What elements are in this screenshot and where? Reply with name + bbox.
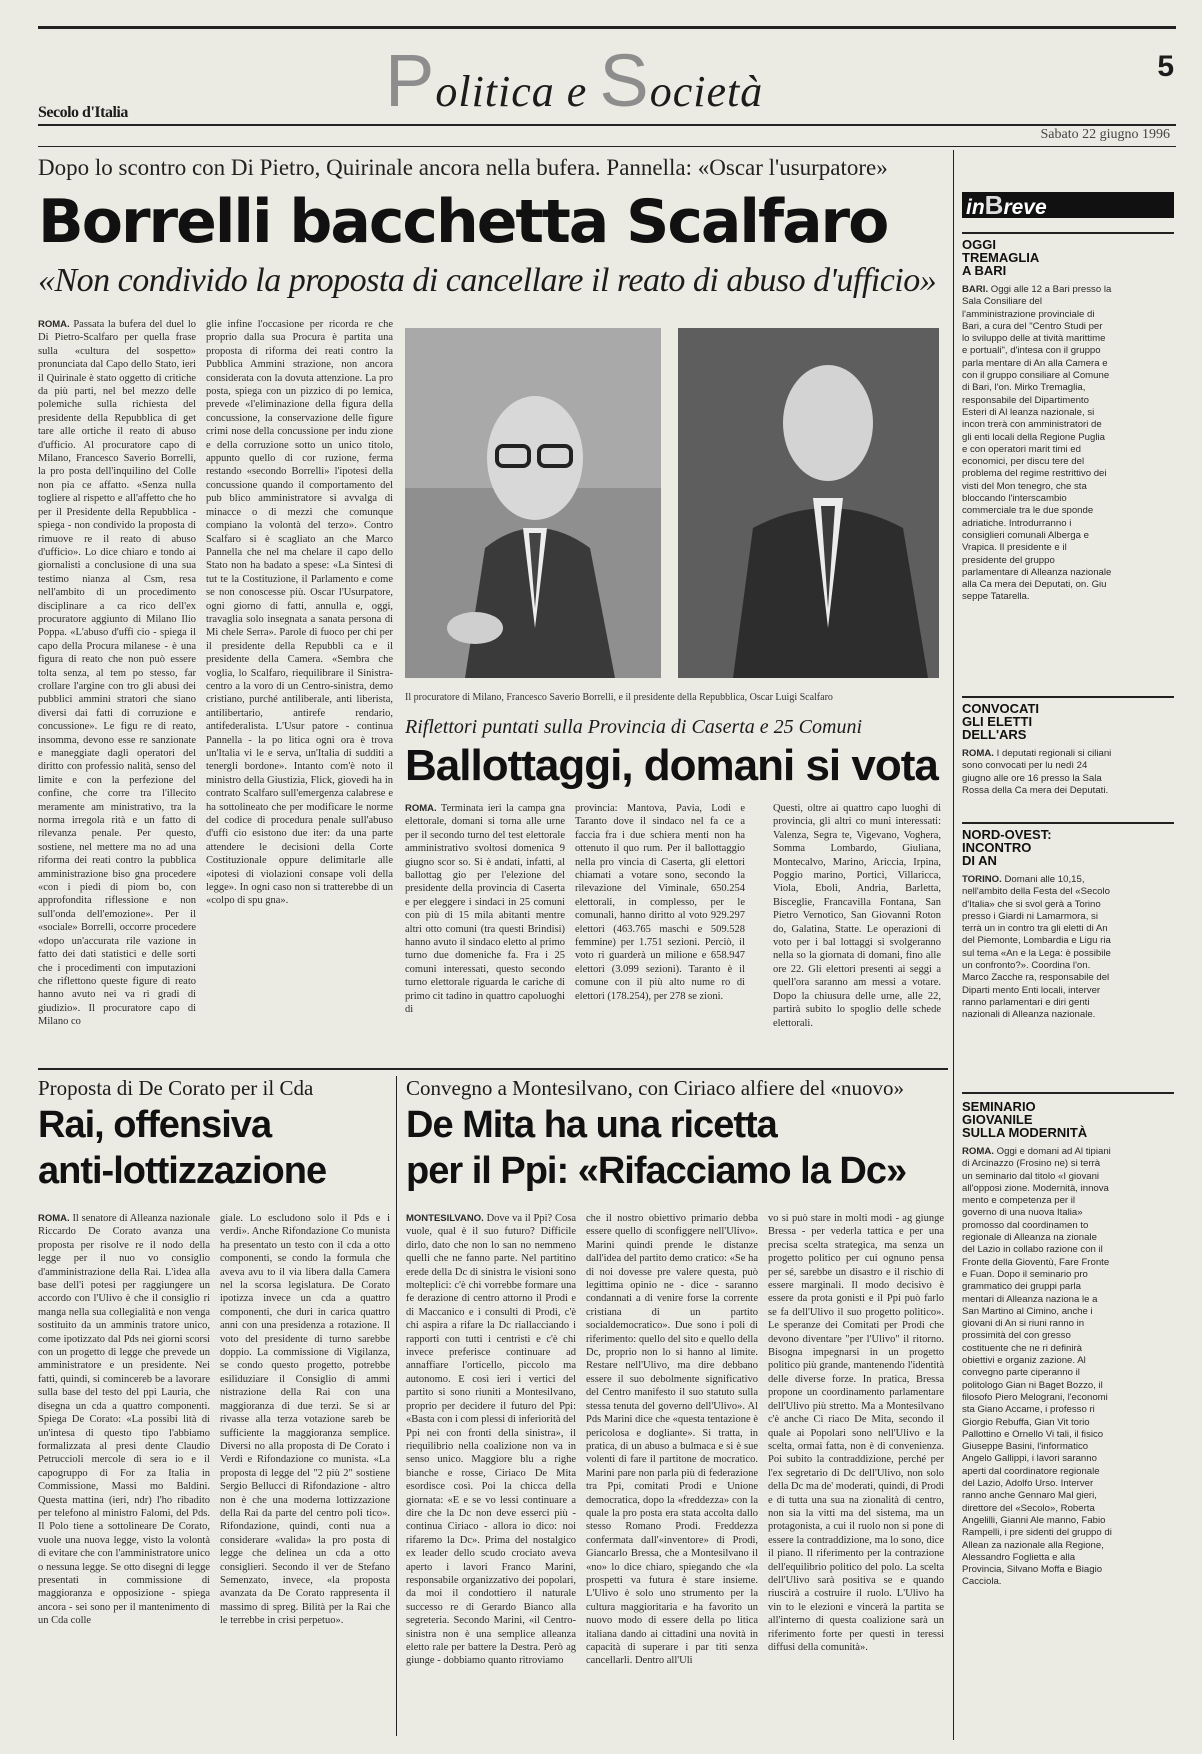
brevi-item-2-text bbox=[962, 748, 1112, 806]
brevi-1-title-line-1: OGGI bbox=[962, 237, 996, 252]
demita-text-1: Dove va il Ppi? Cosa vuole, qual è il suo futuro? Difficile dirlo, dato che non lo san no nemmeno quelli che ne fanno parte. Nel partitino erede della Dc di sinistra le visioni sono molteplici: c'è chi vorrebbe formare una fe derazione di centro attorno il Prodi e di Maccanico e i consulti di Prodi, c'è chi aspira a rifare la Dc riallacciando i rapporti con tutti i centristi e c'è chi invece preferisce continuare ad annaffiare l'orticello, piccolo ma autonomo. E così ieri i vertici del partito si sono riuniti a Montesilvano, proprio per decidere il futuro del Ppi: «Basta con i com plessi di inferiorità del Ppi nei con fronti della sinistra», il riequilibrio nella coalizione non va in senso unico. Maggiore blu a righe bianche e rosse, Ciriaco De Mita esordisce così. Poi la chicca della giornata: «E e se vo lessi continuare a dire che la Dc non deve esserci più - continua Ciriaco - allora io dico: noi rifaremo la Dc». Prima del nostalgico ex leader dello scudo crociato aveva aperto i lavori Franco Marini, responsabile organizzativo dei popolari, da moi il condottiero il naturale successo re di Gerardo Bianco alla segreteria. Secondo Marini, «il Centro-sinistra non è una semplice alleanza eletto rale per battere la Destra. Però ag giunge - dobbiamo quanto ritroviamo bbox=[406, 1213, 576, 1667]
photo-scalfaro bbox=[678, 328, 939, 678]
brevi-3-body: Domani alle 10,15, nell'ambito della Festa del «Secolo d'Italia» che si svol gerà a Torino presso i Giardi ni Lamarmora, si terrà un in contro tra gli eletti di An del Piemonte, Lombardia e Ligu ria sul tema «An e la Lega: è possibile un confronto?». Coordina l'on. Marco Zacche ra, responsabile del Diparti mento Enti locali, interver ranno parlamentari e diri genti nazionali di Alleanza nazionale. bbox=[962, 874, 1111, 1021]
brevi-item-3-title bbox=[962, 828, 1174, 867]
section-title bbox=[385, 38, 905, 122]
brevi-2-title-line-3: DELL'ARS bbox=[962, 727, 1027, 742]
scalfaro-portrait-image bbox=[678, 328, 939, 678]
brevi-4-body: Oggi e domani ad Al tipiani di Arcinazzo (Frosino ne) si terrà un seminario dal titolo «I giovani all'opposi zione. Modernità, innova mento e competenza per il governo di una nuova Italia» promosso dal coordinamen to regionale di Alleanza na zionale del Lazio in collabo razione con il Fronte della Gioventù, Fare Fronte e Fuan. Dopo il seminario pro grammatico dei gruppi parla mentari di Alleanza naziona le a San Martino al Cimino, anche i giovani di An si riuni ranno in prossimità del con gresso costituente che ne ri definirà obiettivi e organiz zazione. Al convegno parte ciperanno il politologo Gian ni Baget Bozzo, il filosofo Piero Melograni, l'economi sta Giano Accame, i professo ri Giorgio Rebuffa, Gian Vit torio Pallottino e Ornello Vi tali, il fisico Giuseppe Basini, l'informatico Angelo Gallippi, i lavori saranno aperti dal coordinatore regionale del Lazio, Adolfo Urso. Interver ranno anche Gennaro Mal gieri, direttore del «Secolo», Roberta Angelilli, Gianni Ale manno, Fabio Rampelli, i pre sidenti del gruppo di Allean za nazionale alla Regione, Alessandro Foglietta e alla Provincia, Silvano Moffa e Biagio Cacciola. bbox=[962, 1146, 1112, 1588]
lead-subheadline: «Non condivido la proposta di cancellare il reato di abuso d'ufficio» bbox=[38, 262, 937, 299]
section-word-2: ocietà bbox=[649, 67, 764, 116]
demita-headline-line-1: De Mita ha una ricetta bbox=[406, 1104, 777, 1146]
lead-column-1 bbox=[38, 318, 196, 1050]
section-initial-s: S bbox=[599, 39, 650, 122]
top-rule bbox=[38, 26, 1176, 29]
demita-column-2 bbox=[586, 1212, 758, 1742]
in-breve-header bbox=[962, 192, 1174, 218]
brevi-3-title-line-3: DI AN bbox=[962, 853, 997, 868]
header-rule bbox=[38, 124, 1176, 126]
brevi-item-1-title bbox=[962, 238, 1174, 277]
in-breve-initial: B bbox=[984, 190, 1004, 220]
brevi-1-title-line-2: TREMAGLIA bbox=[962, 250, 1040, 265]
brevi-item-rule-3 bbox=[962, 822, 1174, 824]
ballottaggi-column-3 bbox=[773, 802, 941, 1050]
brevi-4-dateline: ROMA. bbox=[962, 1146, 994, 1157]
ballottaggi-column-1 bbox=[405, 802, 565, 1050]
brevi-item-rule-1 bbox=[962, 232, 1174, 234]
ballottaggi-column-2 bbox=[575, 802, 745, 1050]
borrelli-portrait-image bbox=[405, 328, 661, 678]
demita-text-3: vo si può stare in molti modi - ag giunge Bressa - per vederla tattica e per una precisa scelta strategica, ma senza un progetto politico per cui ognuno pensa per sé, sarebbe un disastro e il rischio di essere marginali. Il modo decisivo è essere da prota gonisti e il Ppi può farlo se fa dell'Ulivo il suo progetto politico». Le speranze dei Comitati per Prodi che devono diventare "per l'Ulivo" il ritorno. Bisogna impegnarsi in un progetto politico più grande, mantenendo l'identità delle diverse forze. In pratica, Bressa propone un coordinamento parlamentare dell'Ulivo più stretto. Ma a Montesilvano c'è anche Ci riaco De Mita, secondo il quale ai Popolari sono nell'Ulivo e la scelta, ormai fatta, non è di convenienza. Poi subito la contraddizione, perché per l'ex segretario di Dc dell'Ulivo, non solo della Dc ma de' moderati, quindi, di Prodi e di tutta una sua na zionalità di centro, non sia la vitti ma del sistema, ma un protagonista, a cui il ruolo non si pone di essere la contraddizione, ma lo sono, dice il piano. Il riferimento per la contrazione dell'equilibrio politico del polo. La scelta dell'Ulivo sarà positiva se e quando riuscirà a costruire il ruolo. L'Ulivo ha vin to le elezioni e vincerà la partita se all'interno di questa coalizione sarà un riferimento forte per questi in teressi diffusi della comunità». bbox=[768, 1213, 944, 1653]
section-initial-p: P bbox=[385, 39, 436, 122]
brevi-item-1-text bbox=[962, 284, 1112, 692]
rai-kicker: Proposta di De Corato per il Cda bbox=[38, 1076, 314, 1100]
ballottaggi-text-3: Questi, oltre ai quattro capo luoghi di provincia, gli altri co muni interessati: Valenza, Segra te, Vigevano, Voghera, Somma Lombardo, Giuliana, Montecalvo, Marino, Ariccia, Irpina, Poggio marino, Portici, Villaricca, Viola, Eboli, Andria, Barletta, Bisceglie, Francavilla Fontana, San Pietro Vernotico, San Giovanni Roton do, Galatina, Statte. Le operazioni di voto per i bal lottaggi si svolgeranno nella so la giornata di domani, fino alle ore 22. Gli elettori presenti ai seggi a quell'ora saranno am messi a votare. Dopo la chiusura delle urne, alle 22, partirà subito lo spoglio delle schede elettorali. bbox=[773, 803, 941, 1029]
rai-dateline: ROMA. bbox=[38, 1213, 70, 1224]
brevi-2-title-line-2: GLI ELETTI bbox=[962, 714, 1033, 729]
rai-column-1 bbox=[38, 1212, 210, 1742]
demita-headline-line-2: per il Ppi: «Rifacciamo la Dc» bbox=[406, 1150, 907, 1192]
brevi-3-dateline: TORINO. bbox=[962, 874, 1002, 885]
rai-headline-line-1: Rai, offensiva bbox=[38, 1104, 272, 1146]
brevi-1-body: Oggi alle 12 a Bari presso la Sala Consiliare del l'amministrazione provinciale di Bari, a cura del "Centro Studi per lo sviluppo delle at tività marittime e portuali", d'intesa con il gruppo parla mentare di An alla Camera e con il gruppo consiliare al Comune di Bari, l'on. Mirko Tremaglia, responsabile del Dipartimento Esteri di Al leanza nazionale, si incon trerà con amministratori de gli enti locali della Regione Puglia e con operatori marit timi ed economici, per discu tere del problema del regime restrittivo dei visti del Mon tenegro, che sta bloccando l'interscambio commerciale tra le due sponde adriatiche. Introdurranno i consiglieri comunali Alberga e Vrapica. Il presidente e il presidente del gruppo parlamentare di Alleanza nazionale alla Ca mera dei Deputati, on. Giu seppe Tatarella. bbox=[962, 284, 1112, 603]
in-breve-rest: reve bbox=[1003, 196, 1047, 219]
demita-column-3 bbox=[768, 1212, 944, 1742]
rai-text-1: Il senatore di Alleanza nazionale Riccardo De Corato avanza una proposta per risolve re il nodo della legge per il nuo vo consiglio d'amministrazione della Rai. L'idea alla base dell'i potesi per raggiungere un accordo con l'Ulivo è che il consiglio ri manga nella sua collegialità e non venga sostituito da un amminis tratore unico, come ipotizzato dal Pds nei giorni scorsi con un progetto di legge che prevede un amministratore e un presidente. Nei fatti, quindi, si comincereb be a lavorare sulla base del testo del ppi Lauria, che disegna un cda a quattro componenti. Spiega De Corato: «La possibi lità di un'intesa di questo tipo l'abbiamo formalizzata al presi dente Claudio Petruccioli mercole dì sera io e il capogruppo di For za Italia in Commissione, Massi mo Baldini. Questa mattina (ieri, ndr) l'ho ribadito per telefono al ministro Falomi, del Pds. Il Polo tiene a sottolineare De Corato, vuole una nuova legge, visto la volontà di evitare che con l'amministratore unico o nessuna legge. Se otto disegni di legge presentati in commissione di maggioranza e opposizione - spiega ancora - sei sono per il mantenimento di un Cda colle bbox=[38, 1213, 210, 1627]
lead-kicker: Dopo lo scontro con Di Pietro, Quirinale ancora nella bufera. Pannella: «Oscar l'usurpatore» bbox=[38, 155, 888, 180]
brevi-3-title-line-1: NORD-OVEST: bbox=[962, 827, 1052, 842]
ballottaggi-kicker: Riflettori puntati sulla Provincia di Caserta e 25 Comuni bbox=[405, 716, 863, 738]
section-word-1: olitica e bbox=[435, 67, 600, 116]
brevi-item-2-title bbox=[962, 702, 1174, 741]
brevi-4-title-line-1: SEMINARIO bbox=[962, 1099, 1036, 1114]
brevi-3-title-line-2: INCONTRO bbox=[962, 840, 1032, 855]
lead-dateline: ROMA. bbox=[38, 319, 70, 330]
bottom-column-divider bbox=[396, 1076, 397, 1736]
lead-text-1: Passata la bufera del duel lo Di Pietro-Scalfaro per quella frase sulla «cultura del sospetto» pronunciata dal Capo dello Stato, ieri il Quirinale è stato oggetto di critiche da più parti, nel bel mezzo delle polemiche sulla richiesta del presidente della Repubblica di get tare alle ortiche il reato di abuso d'ufficio. Al procuratore capo di Milano, Francesco Saverio Borrelli, la pro posta dell'inquilino del Colle non pia ce affatto. «Senza nulla togliere al rispetto e all'affetto che ho per il Presidente della Repubblica - spiega - non condivido la proposta di rimuove re il reato di abuso d'ufficio». Lo dice chiaro e tondo ai giornalisti a conclusione di una sua testimo nianza al Csm, resa nell'ambito di un procedimento disciplinare a ca rico dell'ex procuratore aggiunto di Milano Ilio Poppa. «L'abuso d'uffi cio - spiega il capo della Procura milanese - è una figura di reato che non può essere tolta senza, al tem po stesso, far crollare l'argine con tro gli abusi dei pubblici ammini stratori che siano diversi dai fatti di corruzione e concussione». Le figu re di reato, insomma, devono esse re sanzionate e maneggiate dagli operatori del diritto con professio nalità, senso del limite e con la perfezione del confine, che corre tra l'illecito meramente am ministrativo, tra la norma irregola rità e un fatto di rilevanza penale. Per questo, sostiene, nel mettere ma no ad una riforma dei reati contro la pubblica amministrazione biso gna procedere «con i piedi di piom bo, con approfondita riflessione e non sull'onda dell'emozione». Per il «sociale» Borrelli, occorre procedere «dopo un'accurata rile vazione in fatto dei dati statistici e delle sorti che i procedimenti con imputazioni che riflettono queste figure di reato hanno avuto nei va ri gradi di giudizio». Il procuratore capo di Milano co bbox=[38, 319, 196, 1028]
demita-dateline: MONTESILVANO. bbox=[406, 1213, 484, 1224]
brevi-item-rule-4 bbox=[962, 1092, 1174, 1094]
ballottaggi-text-1: Terminata ieri la campa gna elettorale, domani si torna alle urne per il secondo turno del test elettorale amministrativo svoltosi domenica 9 giugno scor so. Si è andati, infatti, al ballottag gio per l'elezione del presidente della provincia di Caserta e per eleggere i sindaci in 25 comuni con più di 15 mila abitanti mentre altri otto comuni (tra questi Brindisi) hanno avuto il sindaco eletto al primo turno due domeniche fa. Fra i 25 comuni interessati, questo secondo turno elettorale riguarda le cariche di primo cit tadino in quattro capoluoghi di bbox=[405, 803, 565, 1016]
brevi-item-4-text bbox=[962, 1146, 1112, 1742]
brevi-item-4-title bbox=[962, 1100, 1174, 1139]
rai-headline-line-2: anti-lottizzazione bbox=[38, 1150, 327, 1192]
demita-kicker: Convegno a Montesilvano, con Ciriaco alfiere del «nuovo» bbox=[406, 1076, 905, 1100]
brevi-4-title-line-2: GIOVANILE bbox=[962, 1112, 1033, 1127]
lead-column-2 bbox=[206, 318, 393, 1050]
ballottaggi-dateline: ROMA. bbox=[405, 803, 437, 814]
brevi-item-3-text bbox=[962, 874, 1112, 1086]
photo-borrelli bbox=[405, 328, 661, 678]
rai-text-2: giale. Lo escludono solo il Pds e i verdi». Anche Rifondazione Co munista ha presentato un testo con il cda a otto componenti, se condo la formula che aveva avu to il via libera dalla Camera nel la scorsa legislatura. De Corato ipotizza invece un cda a quattro componenti, che duri in carica quattro anni con una presidenza a rotazione. Il voto del presidente di turno sarebbe doppio. La commissione di Vigilanza, se condo questo progetto, potrebbe esiliduziare il Consiglio di ammi nistrazione della Rai con una maggioranza di due terzi. Se si ar rivasse alla terza votazione sareb be sufficiente la maggioranza semplice. Diversi no alla proposta di De Corato i Verdi e Rifondazione co munista. «La proposta di legge del "2 più 2" sostiene Sergio Bellucci di Rifondazione - altro non è che una moderna lottizzazione della Rai da parte del centro poli tico». Rifondazione, quindi, conti nua a considerare «valida» la pro posta di legge che delinea un cda a otto consiglieri. Secondo il ver de Stefano Semenzato, invece, «la proposta avanzata da De Corato rappresenta il massimo di spreg. Bilità per la Rai che le terrebbe in crisi perpetuo». bbox=[220, 1213, 390, 1627]
middle-rule bbox=[38, 1068, 948, 1070]
brevi-4-title-line-3: SULLA MODERNITÀ bbox=[962, 1125, 1088, 1140]
brevi-1-title-line-3: A BARI bbox=[962, 263, 1007, 278]
sidebar-divider bbox=[953, 150, 954, 1740]
date-rule bbox=[38, 146, 1176, 147]
demita-text-2: che il nostro obiettivo primario debba essere quello di sconfiggere nell'Ulivo». Marini quindi prende le distanze dall'idea del partito demo cratico: «Se ha di noi dovesse pre valere questa, può legittima opinio ne - dice - saranno condannati a di venire forse la corrente cristiana di un partito socialdemocratico». Due sono i poli di riferimento: quello del sito e quello della Dc, proprio non lo si hanno al limite. Restare nell'Ulivo, ma dire debbano essere il suo debolmente significativo del Centro manifesto il suo statuto sulla stessa tenuta del governo dell'Ulivo». Al Pds Marini dice che «questa tentazione è pericolosa e dogliante». Si tratta, in pratica, di un abuso a bulmaca e si è sue volenti di fare il partitone de mocratico. Marini pare non parla più di federazione tra Ppi, comitati Prodi e Unione democratica, dopo la «freddezza» con la quale la pro posta era stata accolta dallo stesso Romano Prodi. Freddezza confermata dall'«inventore» di Prodi, Giancarlo Bressa, che a Montesilvano il «no» lo dice chiaro, spiegando che «la prospetti va futura è stare insieme. L'Ulivo è solo uno strumento per la cultura maggioritaria e ha favorito un nuovo modo di essere della po litica italiana dando ai cittadini una novità in capacità di superare i par titi senza cancellarli. Dentro all'Uli bbox=[586, 1213, 758, 1667]
lead-headline: Borrelli bacchetta Scalfaro bbox=[38, 187, 888, 257]
demita-column-1 bbox=[406, 1212, 576, 1742]
brevi-2-title-line-1: CONVOCATI bbox=[962, 701, 1040, 716]
photo-caption: Il procuratore di Milano, Francesco Saverio Borrelli, e il presidente della Repubblica, Oscar Luigi Scalfaro bbox=[405, 692, 833, 703]
issue-date: Sabato 22 giugno 1996 bbox=[1040, 127, 1170, 142]
lead-text-2: glie infine l'occasione per ricorda re che proprio dalla sua Procura è partita una proposta di riforma dei reati contro la Pubblica Ammini strazione, non ancora considerata con la dovuta attenzione. La pro posta, spiega con un pizzico di po lemica, prevede «l'eliminazione della figura della concussione, la conservazione delle figure crimi nose della concussione per indu zione e della corruzione sotto un unico titolo, appunto quello di cor ruzione, ferma restando «secondo Borrelli» l'ipotesi della concussione quando il comportamento del pub blico amministratore si avvalga di minacce o di mezzi che comunque compiano la volontà del terzo». Contro Scalfaro si è scagliato an che Marco Pannella che nel ma chelare il capo dello Stato non ha badato a spese: «La Sintesi di tut te la Costituzione, il Parlamento e come se non conoscesse più. Oscar l'Usurpatore, ogni giorno di fatti, annulla e, oggi, travaglia solo insegnata a sanata persona di Mi chele Serra». Parole di fuoco per chi per il presidente della Repubbli ca e il presidente della Camera. «Sembra che voglia, lo Scalfaro, riequilibrare il Sinistra-centro a la voro di un Centro-sinistra, demo cristiano, purché antiliberale, anti liberista, antilibertario, antirefe rendario, antifederalista. L'Usur patore - continua Pannella - la po litica ogni ora è trova un'Italia vi le e serva, un'Italia di sudditi a tenergli bordone». Intanto com'è noto il ministro della Giustizia, Flick, giovedì ha in contrato Scalfaro sull'emergenza calabrese e ha sottolineato che per modificare le norme del codice di procedura penale sull'abuso d'uffi cio esistono due iter: da una parte attendere le decisioni della Corte Costituzionale oppure delimitarle alle «ipotesi di violazioni consape voli della legge». In ogni caso non si tratterebbe di un «colpo di spu gna». bbox=[206, 319, 393, 907]
page-number: 5 bbox=[1157, 50, 1174, 83]
brevi-1-dateline: BARI. bbox=[962, 284, 989, 295]
rai-column-2 bbox=[220, 1212, 390, 1742]
brevi-2-body: I deputati regionali si ciliani sono convocati per lu nedì 24 giugno alle ore 16 presso la Sala Rossa della Ca mera dei Deputati. bbox=[962, 748, 1112, 796]
ballottaggi-text-2: provincia: Mantova, Pavia, Lodi e Taranto dove il sindaco nel fa ce a faccia fra i due schiera menti non ha ottenuto il quo rum. Per il ballottaggio nella pro vincia di Caserta, gli elettori chiamati a votare sono, secondo la rilevazione del Viminale, 650.254 elettorali, in complesso, per le comunali, hanno diritto al voto 929.297 elettori (463.765 maschi e 509.528 femmine) per 1.751 sezioni. Perciò, il voto ri guarderà un milione e 658.947 elettori (3.099 sezioni). Taranto è il comune con il più alto nume ro di elettori (178.254), per 278 se zioni. bbox=[575, 803, 745, 1002]
in-breve-prefix: in bbox=[966, 196, 985, 219]
brevi-item-rule-2 bbox=[962, 696, 1174, 698]
newspaper-name: Secolo d'Italia bbox=[38, 104, 128, 121]
ballottaggi-headline: Ballottaggi, domani si vota bbox=[405, 741, 938, 790]
brevi-2-dateline: ROMA. bbox=[962, 748, 994, 759]
